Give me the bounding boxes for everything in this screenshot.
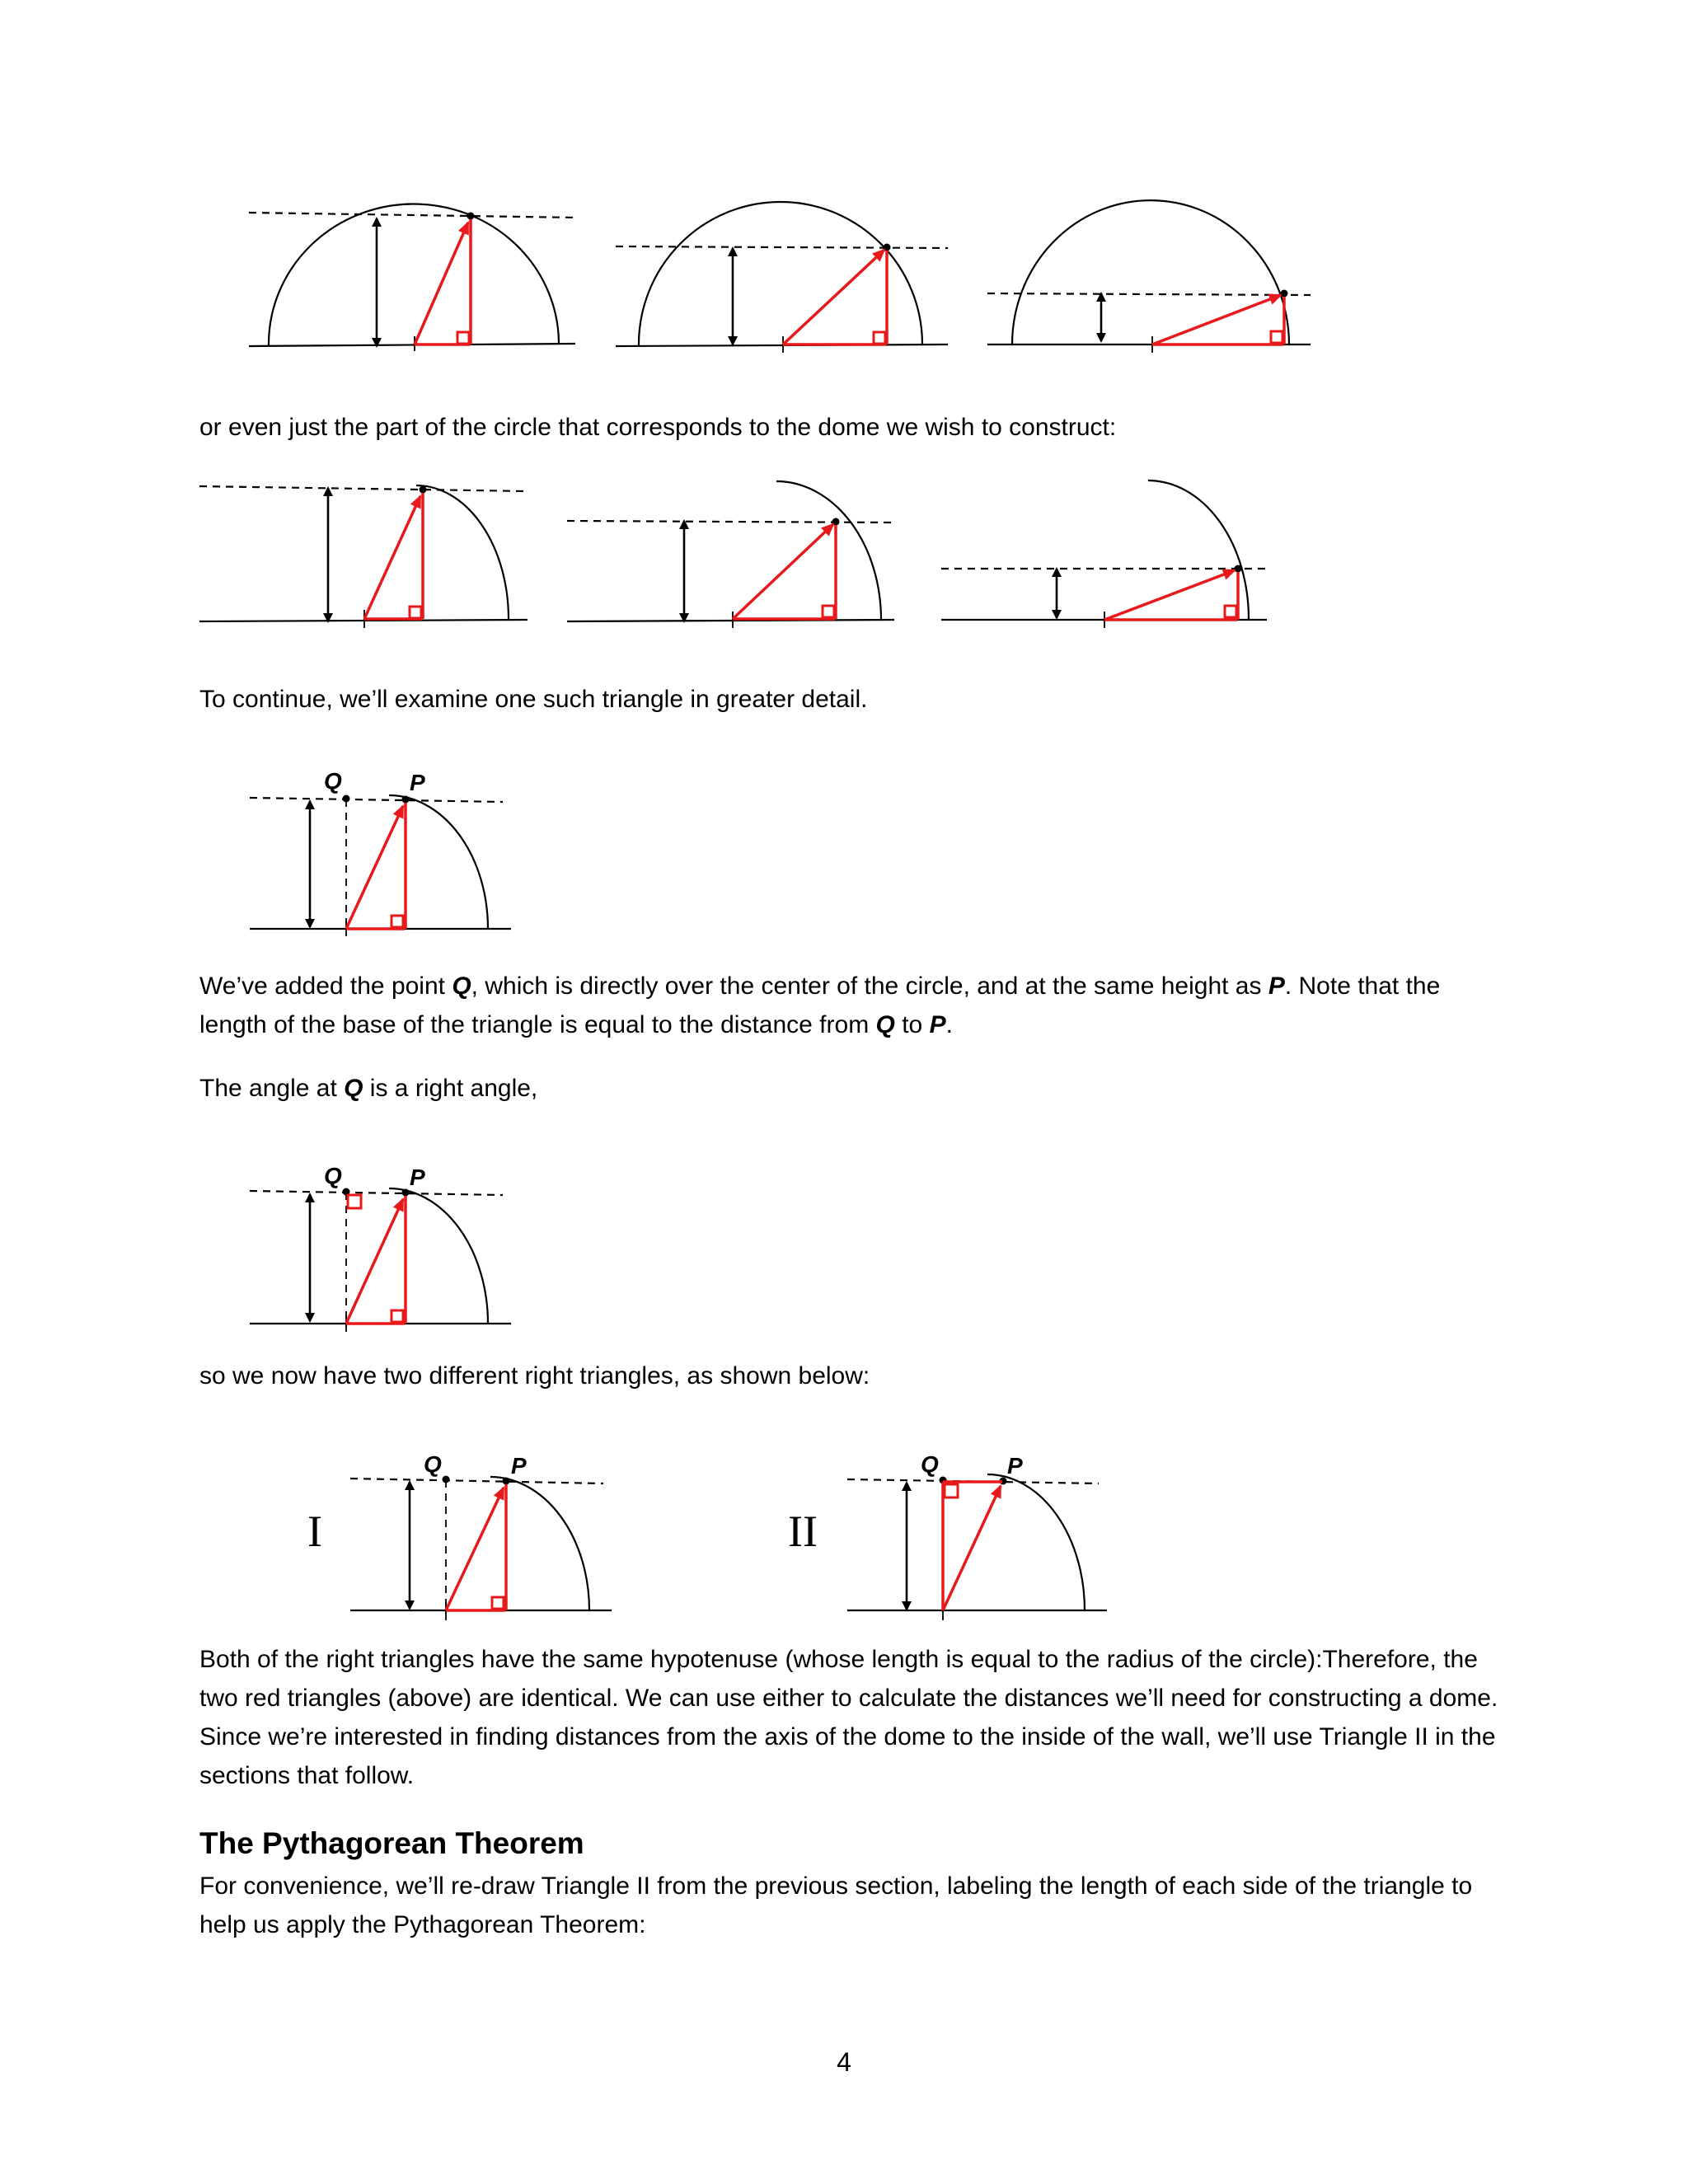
point-p-label: P [410,770,425,795]
text-run: , which is directly over the center of the circle, and at the same height as [471,972,1268,1000]
var-q: Q [452,972,471,1000]
text-run: is a right angle, [363,1075,538,1102]
text-run: The angle at [199,1075,345,1102]
quarter-circle-diagram-1 [199,485,528,628]
point-q-label: Q [324,1163,342,1188]
quarter-circle-diagram-3 [941,480,1267,628]
paragraph-right-angle [199,1069,1502,1108]
text-run: We’ve added the point [199,972,452,1000]
text-run: to [894,1011,930,1038]
paragraph-point-q [199,967,1502,1044]
triangle-two-diagram [847,1474,1107,1620]
point-q-label: Q [424,1451,442,1477]
point-q-label: Q [324,768,342,794]
paragraph-same-hypotenuse: Both of the right triangles have the same hypotenuse (whose length is equal to the radius of the circle):Therefore, the two red triangles (above) are identical. We can use either to calculate the distances we’ll need for constructing a dome. Since we’re interested in finding distances from the axis of the dome to the inside of the wall, we’ll use Triangle II in the sections that follow. [199,1646,1498,1789]
var-p: P [929,1011,946,1038]
page-number: 4 [837,2047,851,2077]
var-p: P [1268,972,1285,1000]
paragraph-dome-part: or even just the part of the circle that corresponds to the dome we wish to construct: [199,414,1117,441]
triangle-one-label: I [307,1507,322,1556]
quarter-circle-diagram-2 [567,481,894,628]
section-heading: The Pythagorean Theorem [199,1826,584,1860]
semicircle-diagram-3 [987,200,1311,353]
point-p-label: P [511,1453,527,1479]
var-q: Q [875,1011,895,1038]
paragraph-continue: To continue, we’ll examine one such triangle in greater detail. [199,686,868,713]
text-run: . Note that the length of the base of the triangle is equal to the distance from [199,972,1441,1038]
var-q: Q [344,1075,363,1102]
triangle-two-label: II [788,1507,818,1556]
detail-diagram-q-right-angle [250,1188,511,1333]
point-q-label: Q [921,1451,939,1477]
triangle-one-diagram [350,1476,612,1621]
detail-diagram-q [250,795,511,937]
paragraph-redraw: For convenience, we’ll re-draw Triangle II from the previous section, labeling the length of each side of the triangle to help us apply the Pythagorean Theorem: [199,1872,1473,1938]
paragraph-two-triangles: so we now have two different right triangles, as shown below: [199,1362,870,1390]
semicircle-diagram-1 [249,204,575,351]
semicircle-diagram-2 [616,202,948,353]
text-run: . [945,1011,953,1038]
point-p-label: P [1007,1453,1023,1479]
point-p-label: P [410,1165,425,1190]
